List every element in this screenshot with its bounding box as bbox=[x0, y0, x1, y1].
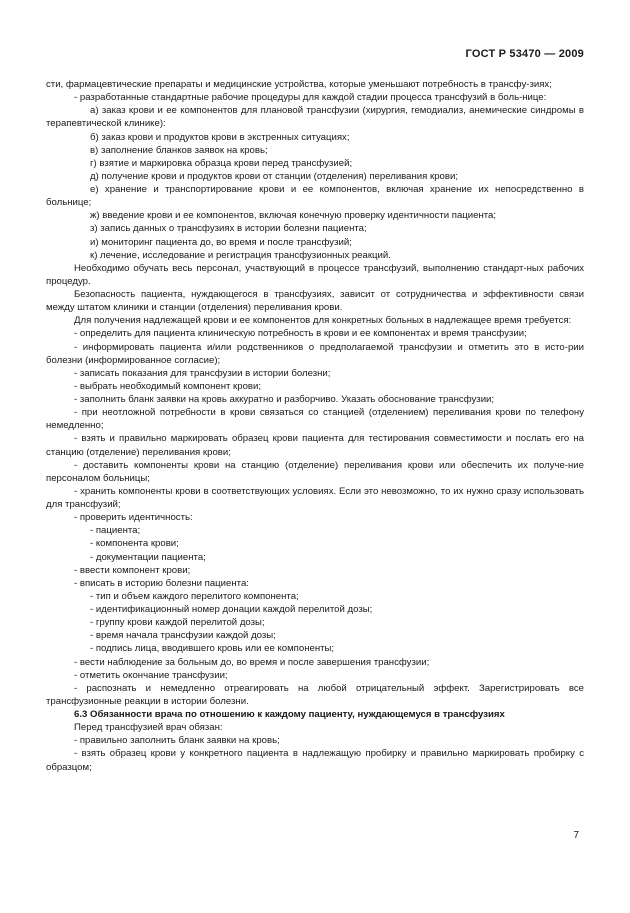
page-number: 7 bbox=[573, 830, 579, 841]
paragraph: - подпись лица, вводившего кровь или ее компоненты; bbox=[90, 643, 335, 655]
paragraph: ж) введение крови и ее компонентов, включая конечную проверку идентичности пациента; bbox=[90, 210, 497, 222]
paragraph: - записать показания для трансфузии в истории болезни; bbox=[74, 367, 331, 379]
paragraph: - разработанные стандартные рабочие процедуры для каждой стадии процесса трансфузий в боль-нице: bbox=[74, 92, 547, 104]
paragraph: - определить для пациента клиническую потребность в крови и ее компонентах и время трансфузии; bbox=[74, 328, 527, 340]
paragraph: - вести наблюдение за больным до, во время и после завершения трансфузии; bbox=[74, 656, 430, 668]
paragraph: сти, фармацевтические препараты и медицинские устройства, которые уменьшают потребность в трансфу-зиях; bbox=[46, 79, 552, 90]
paragraph: д) получение крови и продуктов крови от станции (отделения) переливания крови; bbox=[90, 170, 459, 182]
paragraph: - доставить компоненты крови на станцию (отделение) переливания крови или обеспечить их получе-ние персоналом больницы; bbox=[46, 459, 584, 484]
paragraph: - взять образец крови у конкретного пациента в надлежащую пробирку и правильно маркировать пробирку с образцом; bbox=[46, 748, 584, 773]
paragraph: - пациента; bbox=[90, 525, 141, 537]
paragraph: в) заполнение бланков заявок на кровь; bbox=[90, 144, 268, 156]
paragraph: - компонента крови; bbox=[90, 538, 179, 550]
paragraph: а) заказ крови и ее компонентов для плановой трансфузии (хирургия, гемодиализ, анемические синдромы в терапевтической клинике): bbox=[46, 105, 584, 130]
paragraph: - информировать пациента и/или родственников о предполагаемой трансфузии и отметить это в исто-рии болезни (информированное согласие); bbox=[46, 341, 584, 366]
paragraph: Перед трансфузией врач обязан: bbox=[74, 722, 223, 734]
paragraph: к) лечение, исследование и регистрация трансфузионных реакций. bbox=[90, 249, 391, 261]
paragraph: - время начала трансфузии каждой дозы; bbox=[90, 630, 276, 642]
paragraph: - проверить идентичность: bbox=[74, 512, 193, 524]
paragraph: и) мониторинг пациента до, во время и после трансфузий; bbox=[90, 236, 352, 248]
paragraph: - хранить компоненты крови в соответствующих условиях. Если это невозможно, то их нужно сразу использовать для трансфузий; bbox=[46, 485, 584, 510]
paragraph: - распознать и немедленно отреагировать на любой отрицательный эффект. Зарегистрировать все трансфузионные реакции в истории болезни. bbox=[46, 682, 584, 707]
paragraph: Необходимо обучать весь персонал, участвующий в процессе трансфузий, выполнению стандарт-ных рабочих процедур. bbox=[46, 262, 584, 287]
paragraph: - правильно заполнить бланк заявки на кровь; bbox=[74, 735, 280, 747]
paragraph: б) заказ крови и продуктов крови в экстренных ситуациях; bbox=[90, 131, 350, 143]
paragraph: - отметить окончание трансфузии; bbox=[74, 669, 228, 681]
paragraph: г) взятие и маркировка образца крови перед трансфузией; bbox=[90, 157, 353, 169]
paragraph: е) хранение и транспортирование крови и ее компонентов, включая хранение их непосредственно в больнице; bbox=[46, 184, 584, 209]
paragraph: Безопасность пациента, нуждающегося в трансфузиях, зависит от сотрудничества и эффективности связи между штатом клиники и станции (отделения) переливания крови. bbox=[46, 289, 584, 314]
paragraph: - тип и объем каждого перелитого компонента; bbox=[90, 590, 299, 602]
paragraph: Для получения надлежащей крови и ее компонентов для конкретных больных в надлежащее время требуется: bbox=[74, 315, 572, 327]
document-body bbox=[46, 78, 584, 774]
paragraph: - взять и правильно маркировать образец крови пациента для тестирования совместимости и послать его на станцию (отделение) переливания крови; bbox=[46, 433, 584, 458]
paragraph: - при неотложной потребности в крови связаться со станцией (отделением) переливания крови по телефону немедленно; bbox=[46, 407, 584, 432]
paragraph: - группу крови каждой перелитой дозы; bbox=[90, 617, 265, 629]
paragraph: - выбрать необходимый компонент крови; bbox=[74, 380, 262, 392]
paragraph: - вписать в историю болезни пациента: bbox=[74, 577, 249, 589]
paragraph: - заполнить бланк заявки на кровь аккуратно и разборчиво. Указать обоснование трансфузии; bbox=[74, 394, 495, 405]
paragraph: - идентификационный номер донации каждой перелитой дозы; bbox=[90, 604, 373, 615]
paragraph: - документации пациента; bbox=[90, 551, 206, 563]
standard-header: ГОСТ Р 53470 — 2009 bbox=[465, 48, 584, 60]
section-heading: 6.3 Обязанности врача по отношению к каждому пациенту, нуждающемуся в трансфузиях bbox=[74, 709, 505, 720]
paragraph: - ввести компонент крови; bbox=[74, 564, 191, 576]
paragraph: з) запись данных о трансфузиях в истории болезни пациента; bbox=[90, 223, 367, 235]
